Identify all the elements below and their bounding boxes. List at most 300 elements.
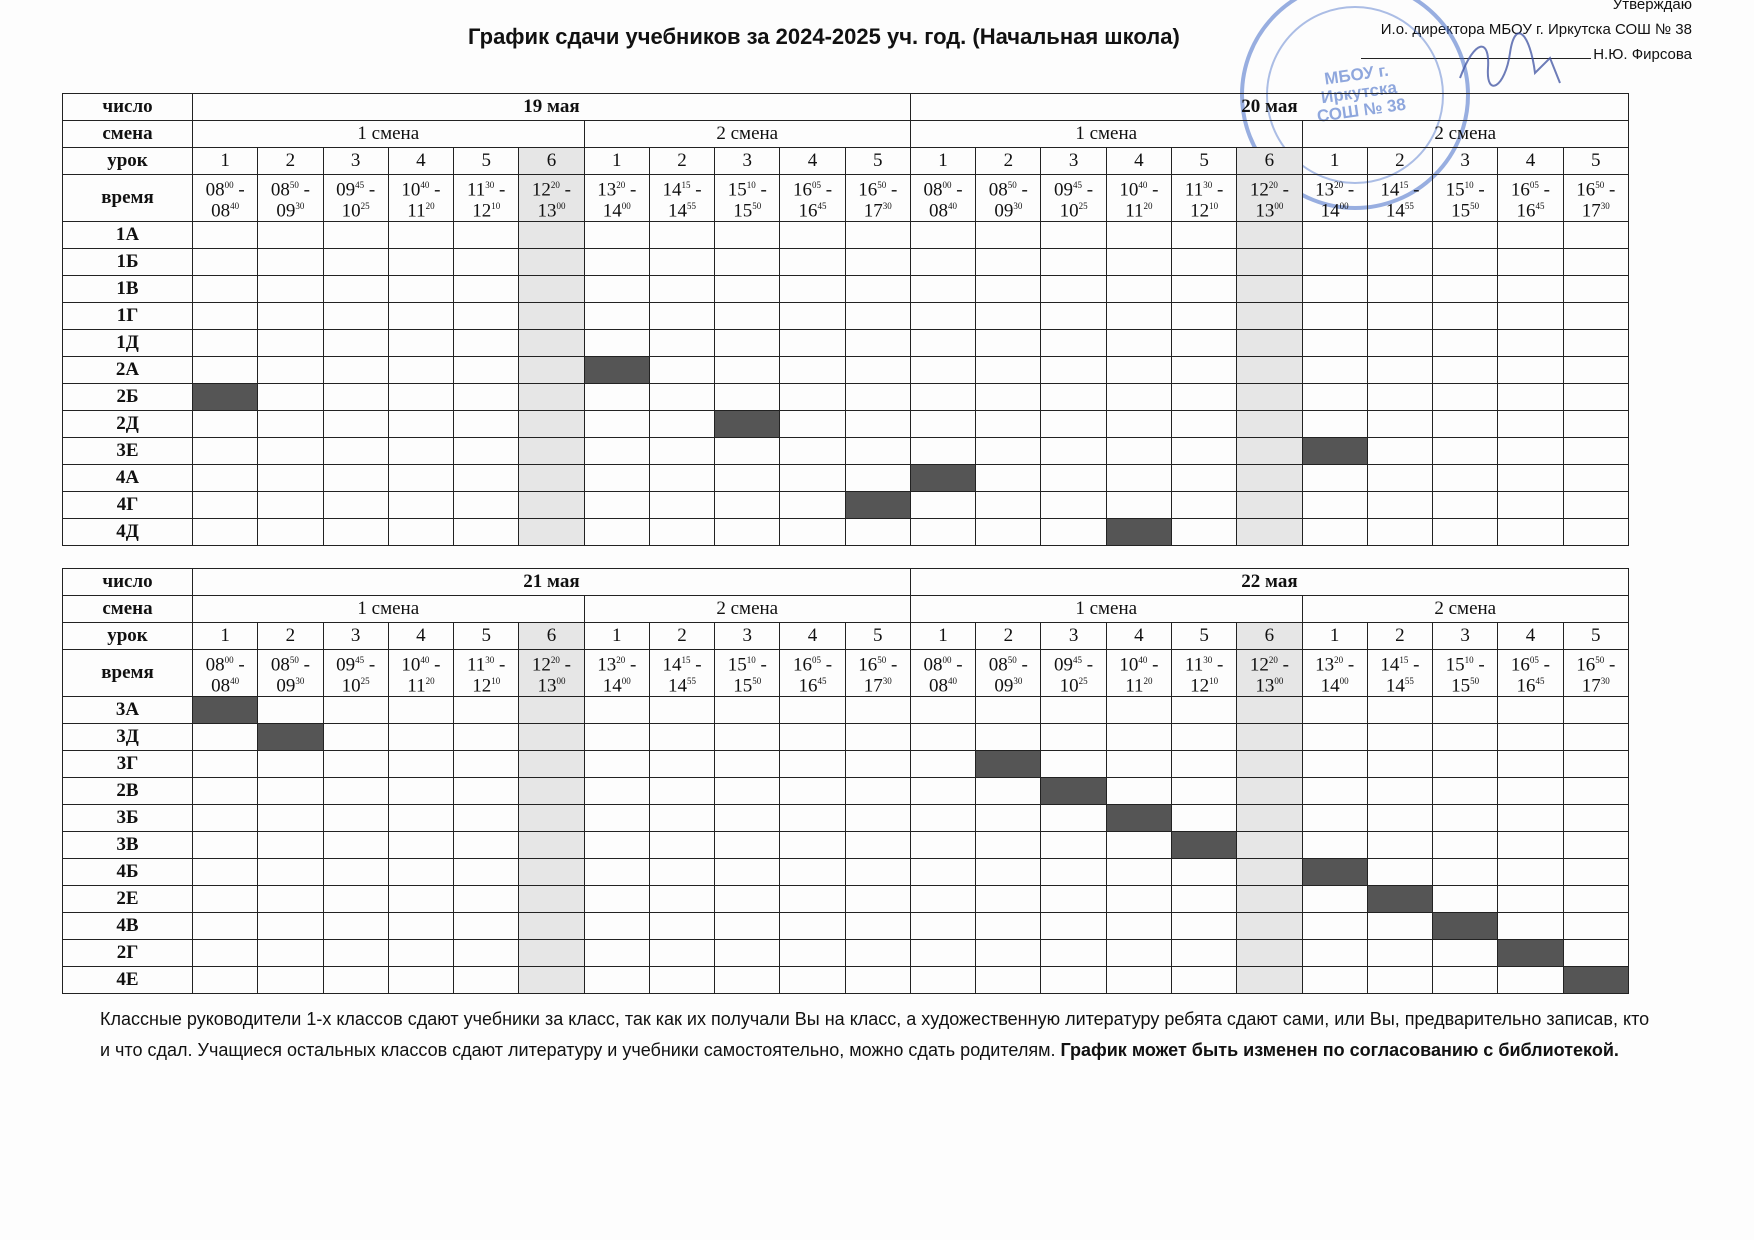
lesson-number: 5 [454, 148, 519, 175]
class-name: 4В [63, 913, 193, 940]
schedule-cell [1237, 249, 1302, 276]
schedule-cell [845, 438, 910, 465]
schedule-cell [1433, 303, 1498, 330]
time-slot: $15^{10}$ - $15^{50}$ [1433, 175, 1498, 222]
schedule-cell [976, 411, 1041, 438]
schedule-cell [1302, 222, 1367, 249]
schedule-cell [193, 519, 258, 546]
shift-header: 1 смена [910, 121, 1302, 148]
schedule-cell [1302, 967, 1367, 994]
schedule-cell [258, 384, 323, 411]
schedule-cell [910, 303, 975, 330]
shift-header: 2 смена [584, 121, 910, 148]
schedule-cell [780, 859, 845, 886]
schedule-cell [910, 492, 975, 519]
lesson-number: 5 [1171, 148, 1236, 175]
class-name: 2Б [63, 384, 193, 411]
lesson-number: 4 [1498, 623, 1563, 650]
schedule-cell [649, 697, 714, 724]
schedule-cell [1498, 465, 1563, 492]
time-slot: $08^{50}$ - $09^{30}$ [258, 175, 323, 222]
schedule-cell [910, 778, 975, 805]
schedule-cell [258, 697, 323, 724]
schedule-cell [1302, 411, 1367, 438]
schedule-cell [1367, 940, 1432, 967]
schedule-cell [1498, 778, 1563, 805]
schedule-cell [780, 222, 845, 249]
schedule-cell [1302, 886, 1367, 913]
schedule-cell [1237, 913, 1302, 940]
schedule-cell [258, 778, 323, 805]
schedule-cell [1498, 832, 1563, 859]
schedule-cell [323, 276, 388, 303]
schedule-cell [1302, 778, 1367, 805]
schedule-cell [649, 519, 714, 546]
schedule-cell [1433, 805, 1498, 832]
time-slot: $12^{20}$ - $13^{00}$ [519, 650, 584, 697]
table-row [63, 438, 1629, 465]
schedule-cell [584, 778, 649, 805]
schedule-cell [1302, 384, 1367, 411]
table-row [63, 805, 1629, 832]
schedule-cell [193, 411, 258, 438]
schedule-cell [1237, 519, 1302, 546]
schedule-cell [715, 249, 780, 276]
schedule-cell [845, 276, 910, 303]
schedule-cell [780, 492, 845, 519]
schedule-cell [1433, 940, 1498, 967]
schedule-cell [1433, 697, 1498, 724]
class-name: 3Е [63, 438, 193, 465]
schedule-cell [1302, 751, 1367, 778]
schedule-cell [649, 805, 714, 832]
schedule-cell [715, 913, 780, 940]
schedule-cell [584, 330, 649, 357]
schedule-cell [649, 832, 714, 859]
schedule-cell [258, 222, 323, 249]
schedule-cell [1498, 519, 1563, 546]
schedule-cell [1041, 276, 1106, 303]
class-name: 2Г [63, 940, 193, 967]
time-slot: $09^{45}$ - $10^{25}$ [323, 175, 388, 222]
schedule-cell [1433, 724, 1498, 751]
schedule-cell [584, 805, 649, 832]
table-row [63, 967, 1629, 994]
time-slot: $15^{10}$ - $15^{50}$ [715, 175, 780, 222]
time-slot: $10^{40}$ - $11^{20}$ [388, 175, 453, 222]
table-row [63, 303, 1629, 330]
schedule-cell [649, 751, 714, 778]
schedule-cell [584, 222, 649, 249]
time-slot: $16^{50}$ - $17^{30}$ [845, 175, 910, 222]
schedule-cell [193, 276, 258, 303]
schedule-cell [976, 303, 1041, 330]
schedule-cell [1367, 519, 1432, 546]
schedule-cell [1237, 778, 1302, 805]
time-slot: $11^{30}$ - $12^{10}$ [1171, 175, 1236, 222]
schedule-cell [1041, 805, 1106, 832]
schedule-cell [1302, 519, 1367, 546]
schedule-cell [1367, 859, 1432, 886]
schedule-cell [1433, 384, 1498, 411]
table-row [63, 751, 1629, 778]
schedule-cell [715, 724, 780, 751]
schedule-cell [1171, 697, 1236, 724]
time-slot: $14^{15}$ - $14^{55}$ [1367, 650, 1432, 697]
schedule-cell [649, 940, 714, 967]
schedule-cell [454, 411, 519, 438]
schedule-cell [1498, 724, 1563, 751]
lesson-number: 6 [1237, 148, 1302, 175]
schedule-cell [715, 886, 780, 913]
schedule-cell [649, 330, 714, 357]
schedule-cell [584, 967, 649, 994]
schedule-cell [1171, 519, 1236, 546]
schedule-cell [584, 724, 649, 751]
lesson-number: 5 [1563, 623, 1628, 650]
schedule-cell [1171, 859, 1236, 886]
schedule-cell [323, 940, 388, 967]
scheduled-slot [1367, 886, 1432, 913]
schedule-cell [454, 940, 519, 967]
shift-header: 1 смена [193, 596, 585, 623]
schedule-cell [193, 805, 258, 832]
shift-header: 1 смена [910, 596, 1302, 623]
schedule-cell [1563, 465, 1628, 492]
schedule-cell [584, 492, 649, 519]
class-name: 4А [63, 465, 193, 492]
schedule-cell [193, 492, 258, 519]
schedule-cell [258, 832, 323, 859]
scheduled-slot [1302, 859, 1367, 886]
schedule-cell [910, 805, 975, 832]
schedule-cell [1433, 222, 1498, 249]
schedule-cell [845, 411, 910, 438]
schedule-cell [323, 492, 388, 519]
schedule-cell [1367, 778, 1432, 805]
schedule-cell [1237, 438, 1302, 465]
schedule-cell [1041, 330, 1106, 357]
schedule-cell [845, 751, 910, 778]
schedule-cell [323, 859, 388, 886]
schedule-cell [193, 438, 258, 465]
schedule-cell [1171, 411, 1236, 438]
schedule-cell [1302, 249, 1367, 276]
lesson-number: 3 [715, 148, 780, 175]
schedule-cell [1237, 697, 1302, 724]
schedule-cell [519, 913, 584, 940]
schedule-cell [780, 276, 845, 303]
schedule-cell [454, 519, 519, 546]
schedule-cell [910, 438, 975, 465]
schedule-cell [584, 886, 649, 913]
schedule-cell [1498, 384, 1563, 411]
time-slot: $09^{45}$ - $10^{25}$ [1041, 650, 1106, 697]
class-name: 2Е [63, 886, 193, 913]
schedule-cell [519, 384, 584, 411]
schedule-cell [323, 465, 388, 492]
time-slot: $08^{00}$ - $08^{40}$ [193, 175, 258, 222]
schedule-cell [1563, 859, 1628, 886]
shift-header: 2 смена [1302, 121, 1628, 148]
schedule-cell [1041, 384, 1106, 411]
schedule-cell [1171, 492, 1236, 519]
schedule-cell [910, 940, 975, 967]
lesson-number: 1 [910, 623, 975, 650]
lesson-number: 2 [649, 148, 714, 175]
time-slot: $13^{20}$ - $14^{00}$ [584, 650, 649, 697]
schedule-cell [1433, 411, 1498, 438]
schedule-cell [715, 859, 780, 886]
schedule-cell [845, 778, 910, 805]
schedule-cell [1106, 832, 1171, 859]
schedule-cell [323, 724, 388, 751]
schedule-cell [715, 751, 780, 778]
schedule-cell [258, 438, 323, 465]
schedule-cell [258, 249, 323, 276]
time-slot: $16^{50}$ - $17^{30}$ [845, 650, 910, 697]
schedule-cell [193, 886, 258, 913]
schedule-cell [1237, 276, 1302, 303]
schedule-cell [519, 438, 584, 465]
lesson-number: 6 [1237, 623, 1302, 650]
schedule-cell [584, 276, 649, 303]
schedule-cell [1237, 859, 1302, 886]
schedule-cell [323, 832, 388, 859]
schedule-cell [1106, 886, 1171, 913]
schedule-cell [1106, 330, 1171, 357]
schedule-cell [193, 967, 258, 994]
schedule-cell [715, 465, 780, 492]
footer-note [100, 1004, 1655, 1066]
table-row [63, 222, 1629, 249]
schedule-cell [1237, 330, 1302, 357]
schedule-cell [780, 778, 845, 805]
schedule-cell [1302, 492, 1367, 519]
schedule-cell [845, 805, 910, 832]
schedule-cell [1563, 303, 1628, 330]
schedule-cell [976, 519, 1041, 546]
schedule-cell [1106, 697, 1171, 724]
schedule-cell [388, 886, 453, 913]
schedule-cell [258, 751, 323, 778]
schedule-cell [388, 859, 453, 886]
scheduled-slot [1041, 778, 1106, 805]
schedule-cell [1237, 940, 1302, 967]
time-slot: $12^{20}$ - $13^{00}$ [1237, 175, 1302, 222]
schedule-table-may-21-22 [62, 568, 1629, 994]
schedule-cell [323, 751, 388, 778]
schedule-cell [1041, 492, 1106, 519]
lesson-number: 4 [780, 623, 845, 650]
time-slot: $16^{50}$ - $17^{30}$ [1563, 650, 1628, 697]
schedule-cell [258, 330, 323, 357]
schedule-cell [193, 859, 258, 886]
schedule-cell [1171, 330, 1236, 357]
schedule-cell [976, 384, 1041, 411]
schedule-cell [1041, 303, 1106, 330]
schedule-cell [323, 967, 388, 994]
schedule-cell [193, 724, 258, 751]
schedule-cell [323, 805, 388, 832]
schedule-cell [1106, 222, 1171, 249]
lesson-number: 3 [1041, 623, 1106, 650]
schedule-cell [1367, 357, 1432, 384]
schedule-cell [519, 832, 584, 859]
schedule-cell [1367, 492, 1432, 519]
schedule-cell [1041, 859, 1106, 886]
table-row [63, 778, 1629, 805]
schedule-cell [910, 913, 975, 940]
schedule-cell [454, 913, 519, 940]
schedule-cell [193, 222, 258, 249]
date-header: 19 мая [193, 94, 911, 121]
schedule-cell [780, 249, 845, 276]
table-row [63, 249, 1629, 276]
schedule-cell [976, 886, 1041, 913]
class-name: 1В [63, 276, 193, 303]
class-name: 4Е [63, 967, 193, 994]
schedule-cell [388, 249, 453, 276]
schedule-cell [976, 222, 1041, 249]
schedule-cell [388, 913, 453, 940]
schedule-cell [388, 303, 453, 330]
schedule-cell [1041, 519, 1106, 546]
schedule-cell [454, 357, 519, 384]
schedule-cell [1433, 778, 1498, 805]
schedule-cell [454, 886, 519, 913]
schedule-cell [910, 724, 975, 751]
schedule-cell [454, 492, 519, 519]
schedule-cell [454, 967, 519, 994]
schedule-cell [715, 805, 780, 832]
shift-header: 2 смена [584, 596, 910, 623]
schedule-cell [649, 384, 714, 411]
schedule-cell [780, 940, 845, 967]
schedule-cell [649, 913, 714, 940]
schedule-cell [845, 384, 910, 411]
schedule-cell [715, 832, 780, 859]
schedule-cell [193, 249, 258, 276]
schedule-cell [1171, 222, 1236, 249]
schedule-cell [388, 697, 453, 724]
schedule-cell [1302, 832, 1367, 859]
schedule-cell [1106, 411, 1171, 438]
schedule-cell [780, 751, 845, 778]
schedule-cell [1498, 697, 1563, 724]
schedule-cell [1106, 492, 1171, 519]
schedule-cell [1433, 249, 1498, 276]
schedule-cell [780, 465, 845, 492]
schedule-cell [1237, 411, 1302, 438]
schedule-cell [649, 411, 714, 438]
shift-header: 2 смена [1302, 596, 1628, 623]
schedule-cell [1498, 276, 1563, 303]
schedule-cell [780, 724, 845, 751]
time-slot: $15^{10}$ - $15^{50}$ [1433, 650, 1498, 697]
schedule-cell [1041, 697, 1106, 724]
class-name: 4Г [63, 492, 193, 519]
schedule-cell [1171, 724, 1236, 751]
schedule-cell [519, 330, 584, 357]
schedule-cell [1041, 222, 1106, 249]
schedule-cell [649, 357, 714, 384]
schedule-cell [193, 832, 258, 859]
schedule-cell [715, 384, 780, 411]
schedule-cell [388, 778, 453, 805]
schedule-cell [584, 519, 649, 546]
lesson-number: 3 [323, 148, 388, 175]
schedule-cell [715, 519, 780, 546]
schedule-cell [1106, 967, 1171, 994]
schedule-cell [1433, 357, 1498, 384]
schedule-cell [258, 465, 323, 492]
schedule-cell [976, 859, 1041, 886]
schedule-cell [1106, 940, 1171, 967]
date-label: число [63, 94, 193, 121]
time-label: время [63, 175, 193, 222]
schedule-cell [454, 438, 519, 465]
scheduled-slot [1171, 832, 1236, 859]
schedule-cell [1106, 303, 1171, 330]
schedule-cell [519, 724, 584, 751]
schedule-cell [1237, 886, 1302, 913]
schedule-cell [519, 697, 584, 724]
lesson-number: 2 [258, 623, 323, 650]
class-name: 1Д [63, 330, 193, 357]
lesson-number: 5 [1171, 623, 1236, 650]
schedule-cell [1171, 805, 1236, 832]
schedule-cell [519, 465, 584, 492]
lesson-number: 6 [519, 148, 584, 175]
lesson-number: 4 [388, 623, 453, 650]
schedule-cell [649, 859, 714, 886]
schedule-cell [1237, 724, 1302, 751]
class-name: 2В [63, 778, 193, 805]
schedule-cell [910, 967, 975, 994]
schedule-cell [258, 859, 323, 886]
schedule-cell [388, 805, 453, 832]
schedule-cell [1563, 249, 1628, 276]
schedule-cell [519, 411, 584, 438]
schedule-cell [1041, 411, 1106, 438]
schedule-cell [976, 832, 1041, 859]
schedule-cell [780, 805, 845, 832]
schedule-cell [1498, 411, 1563, 438]
schedule-cell [910, 384, 975, 411]
scheduled-slot [1433, 913, 1498, 940]
time-slot: $16^{05}$ - $16^{45}$ [780, 650, 845, 697]
schedule-cell [715, 222, 780, 249]
schedule-cell [845, 859, 910, 886]
schedule-cell [193, 751, 258, 778]
schedule-cell [1237, 303, 1302, 330]
lesson-number: 5 [845, 148, 910, 175]
schedule-cell [1367, 465, 1432, 492]
schedule-cell [910, 519, 975, 546]
time-slot: $11^{30}$ - $12^{10}$ [1171, 650, 1236, 697]
schedule-cell [388, 940, 453, 967]
schedule-cell [1171, 303, 1236, 330]
schedule-cell [388, 222, 453, 249]
class-name: 3В [63, 832, 193, 859]
schedule-cell [519, 886, 584, 913]
class-name: 4Б [63, 859, 193, 886]
schedule-cell [910, 751, 975, 778]
time-slot: $12^{20}$ - $13^{00}$ [1237, 650, 1302, 697]
schedule-cell [976, 697, 1041, 724]
schedule-cell [976, 940, 1041, 967]
